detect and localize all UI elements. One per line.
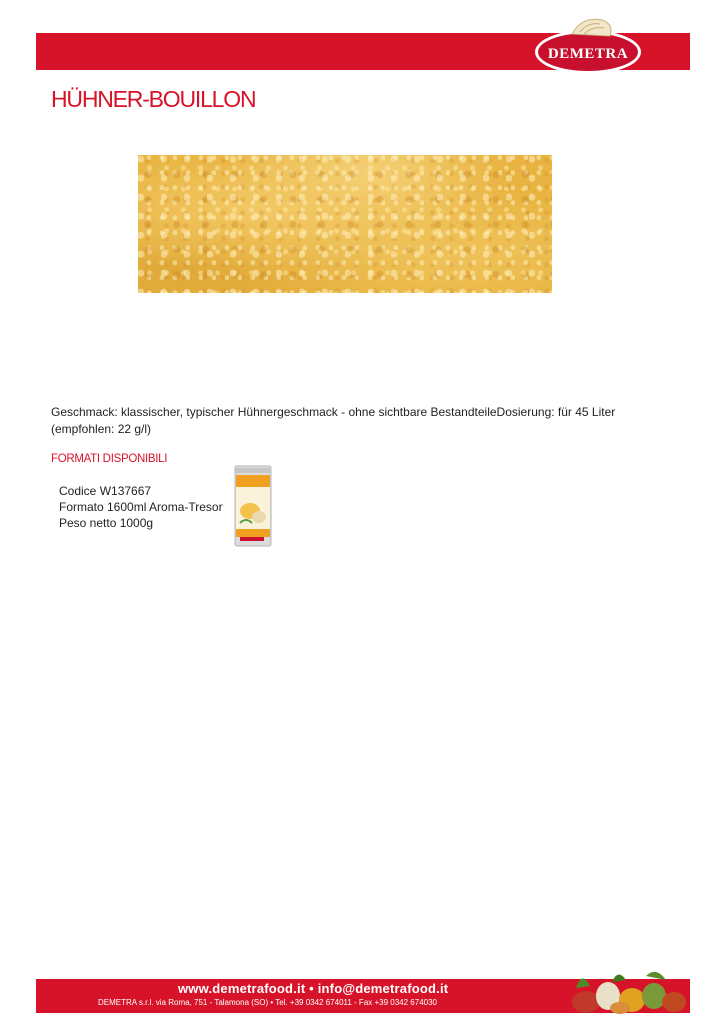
page-title: HÜHNER-BOUILLON (51, 86, 256, 112)
product-can-image (234, 465, 272, 547)
demetra-logo (532, 14, 644, 80)
format-details (59, 483, 223, 531)
product-description: Geschmack: klassischer, typischer Hühnergeschmack - ohne sichtbare BestandteileDosierung: für 45 Liter (empfohlen: 22 g/l) (51, 405, 616, 436)
logo-wordmark: DEMETRA (547, 46, 629, 62)
formats-heading: FORMATI DISPONIBILI (51, 453, 168, 465)
format-code: Codice W137667 (59, 484, 152, 498)
footer-web-contact: www.demetrafood.it • info@demetrafood.it (178, 981, 449, 996)
product-photo (138, 155, 552, 293)
format-weight: Peso netto 1000g (59, 516, 154, 530)
footer-address: DEMETRA s.r.l. via Roma, 751 - Talamona (SO) • Tel. +39 0342 674011 - Fax +39 0342 674030 (98, 998, 437, 1007)
vegetables-illustration (556, 966, 690, 1016)
format-size: Formato 1600ml Aroma-Tresor (59, 500, 223, 514)
